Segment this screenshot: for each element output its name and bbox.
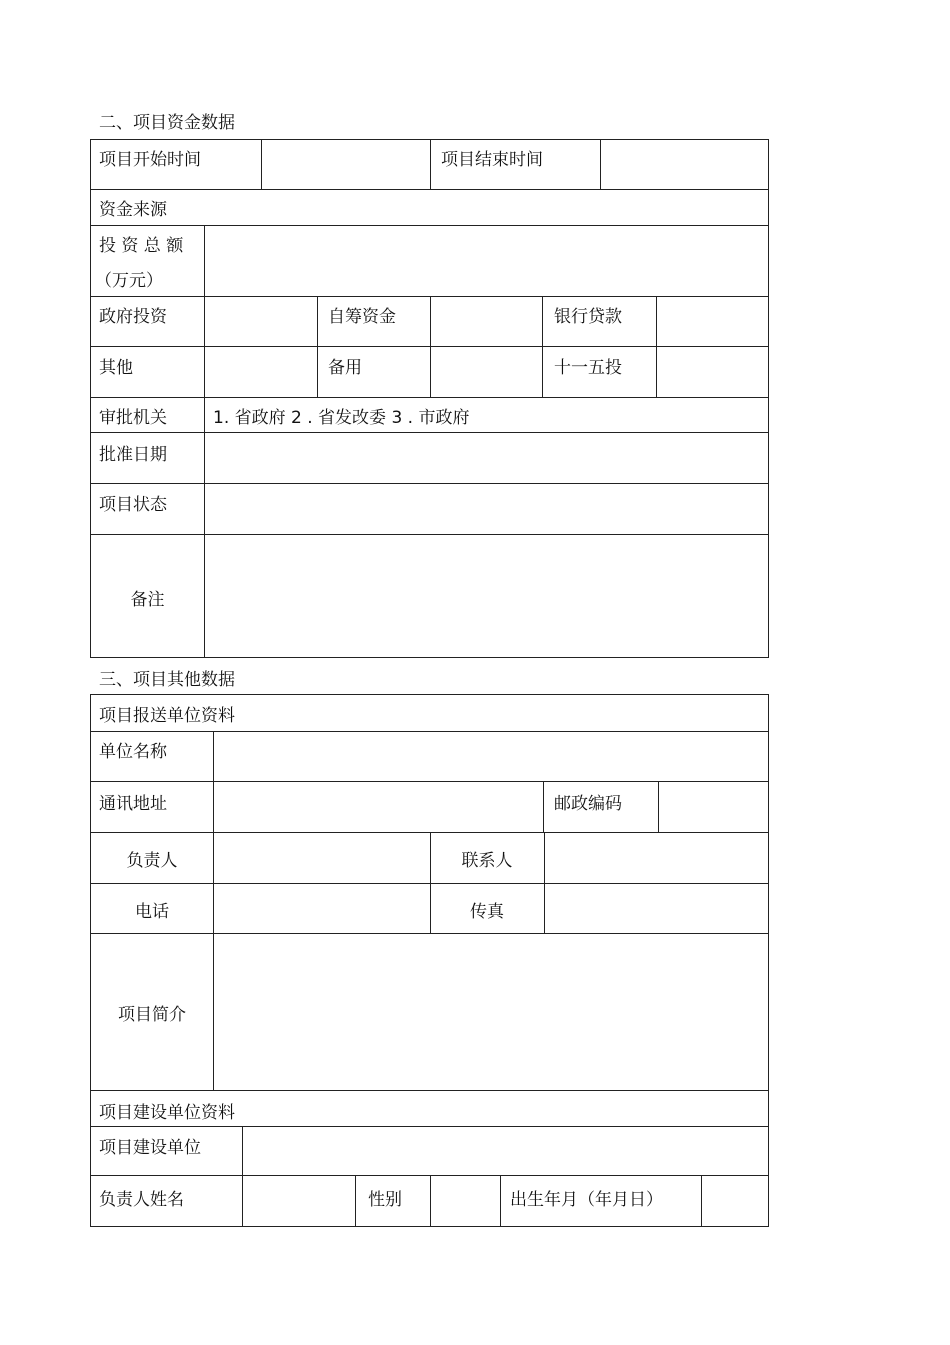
total-investment-unit: （万元） — [95, 271, 163, 291]
col-divider — [542, 296, 543, 397]
col-divider — [543, 781, 544, 832]
total-investment-label: 投 资 总 额 — [99, 236, 184, 256]
intro-label: 项目简介 — [118, 1005, 186, 1025]
col-divider — [355, 1175, 356, 1227]
other-field[interactable] — [205, 347, 317, 397]
leader-field[interactable] — [214, 833, 430, 883]
row-divider — [91, 1090, 768, 1091]
section2-title: 二、项目资金数据 — [99, 113, 235, 133]
build-unit-field[interactable] — [243, 1127, 768, 1175]
col-divider — [500, 1175, 501, 1227]
leader-label: 负责人 — [126, 851, 178, 871]
leader-name-field[interactable] — [243, 1176, 355, 1226]
start-time-field[interactable] — [262, 140, 430, 189]
contact-field[interactable] — [545, 833, 768, 883]
postcode-field[interactable] — [659, 782, 768, 832]
bank-loan-label: 银行贷款 — [554, 307, 622, 327]
start-time-label: 项目开始时间 — [99, 150, 201, 170]
gender-field[interactable] — [431, 1176, 500, 1226]
section3-title: 三、项目其他数据 — [99, 670, 235, 690]
self-raised-field[interactable] — [431, 297, 542, 346]
gov-investment-field[interactable] — [205, 297, 317, 346]
address-field[interactable] — [214, 782, 543, 832]
project-status-field[interactable] — [205, 484, 768, 534]
bank-loan-field[interactable] — [657, 297, 768, 346]
approval-options: 1. 省政府 2 . 省发改委 3 . 市政府 — [213, 408, 470, 428]
fax-field[interactable] — [545, 884, 768, 933]
build-unit-label: 项目建设单位 — [99, 1138, 201, 1158]
row-divider — [91, 189, 768, 190]
fund-data-table — [90, 139, 769, 658]
reserve-label: 备用 — [328, 358, 362, 378]
unit-name-label: 单位名称 — [99, 742, 167, 762]
remarks-label: 备注 — [130, 590, 165, 610]
reserve-field[interactable] — [431, 347, 542, 397]
postcode-label: 邮政编码 — [554, 794, 622, 814]
end-time-field[interactable] — [601, 140, 768, 189]
leader-name-label: 负责人姓名 — [99, 1190, 184, 1210]
row-divider — [91, 397, 768, 398]
address-label: 通讯地址 — [99, 794, 167, 814]
approval-date-label: 批准日期 — [99, 445, 167, 465]
phone-label: 电话 — [135, 902, 169, 922]
phone-field[interactable] — [214, 884, 430, 933]
contact-label: 联系人 — [461, 851, 513, 871]
intro-field[interactable] — [214, 934, 768, 1090]
self-raised-label: 自筹资金 — [328, 307, 396, 327]
gov-investment-label: 政府投资 — [99, 307, 167, 327]
birth-label: 出生年月（年月日） — [510, 1190, 663, 1210]
approval-authority-label: 审批机关 — [99, 408, 167, 428]
other-label: 其他 — [99, 358, 133, 378]
plan-label: 十一五投 — [554, 358, 622, 378]
col-divider — [317, 296, 318, 397]
approval-date-field[interactable] — [205, 433, 768, 483]
unit-name-field[interactable] — [214, 732, 768, 781]
other-data-table — [90, 694, 769, 1227]
end-time-label: 项目结束时间 — [441, 150, 543, 170]
remarks-field[interactable] — [205, 535, 768, 657]
project-status-label: 项目状态 — [99, 495, 167, 515]
plan-field[interactable] — [657, 347, 768, 397]
submit-unit-header: 项目报送单位资料 — [99, 706, 235, 726]
fax-label: 传真 — [470, 902, 504, 922]
fund-source-label: 资金来源 — [99, 200, 167, 220]
birth-field[interactable] — [702, 1176, 768, 1226]
total-investment-field[interactable] — [205, 226, 768, 296]
gender-label: 性别 — [368, 1190, 402, 1210]
build-unit-header: 项目建设单位资料 — [99, 1103, 235, 1123]
col-divider — [430, 140, 431, 189]
